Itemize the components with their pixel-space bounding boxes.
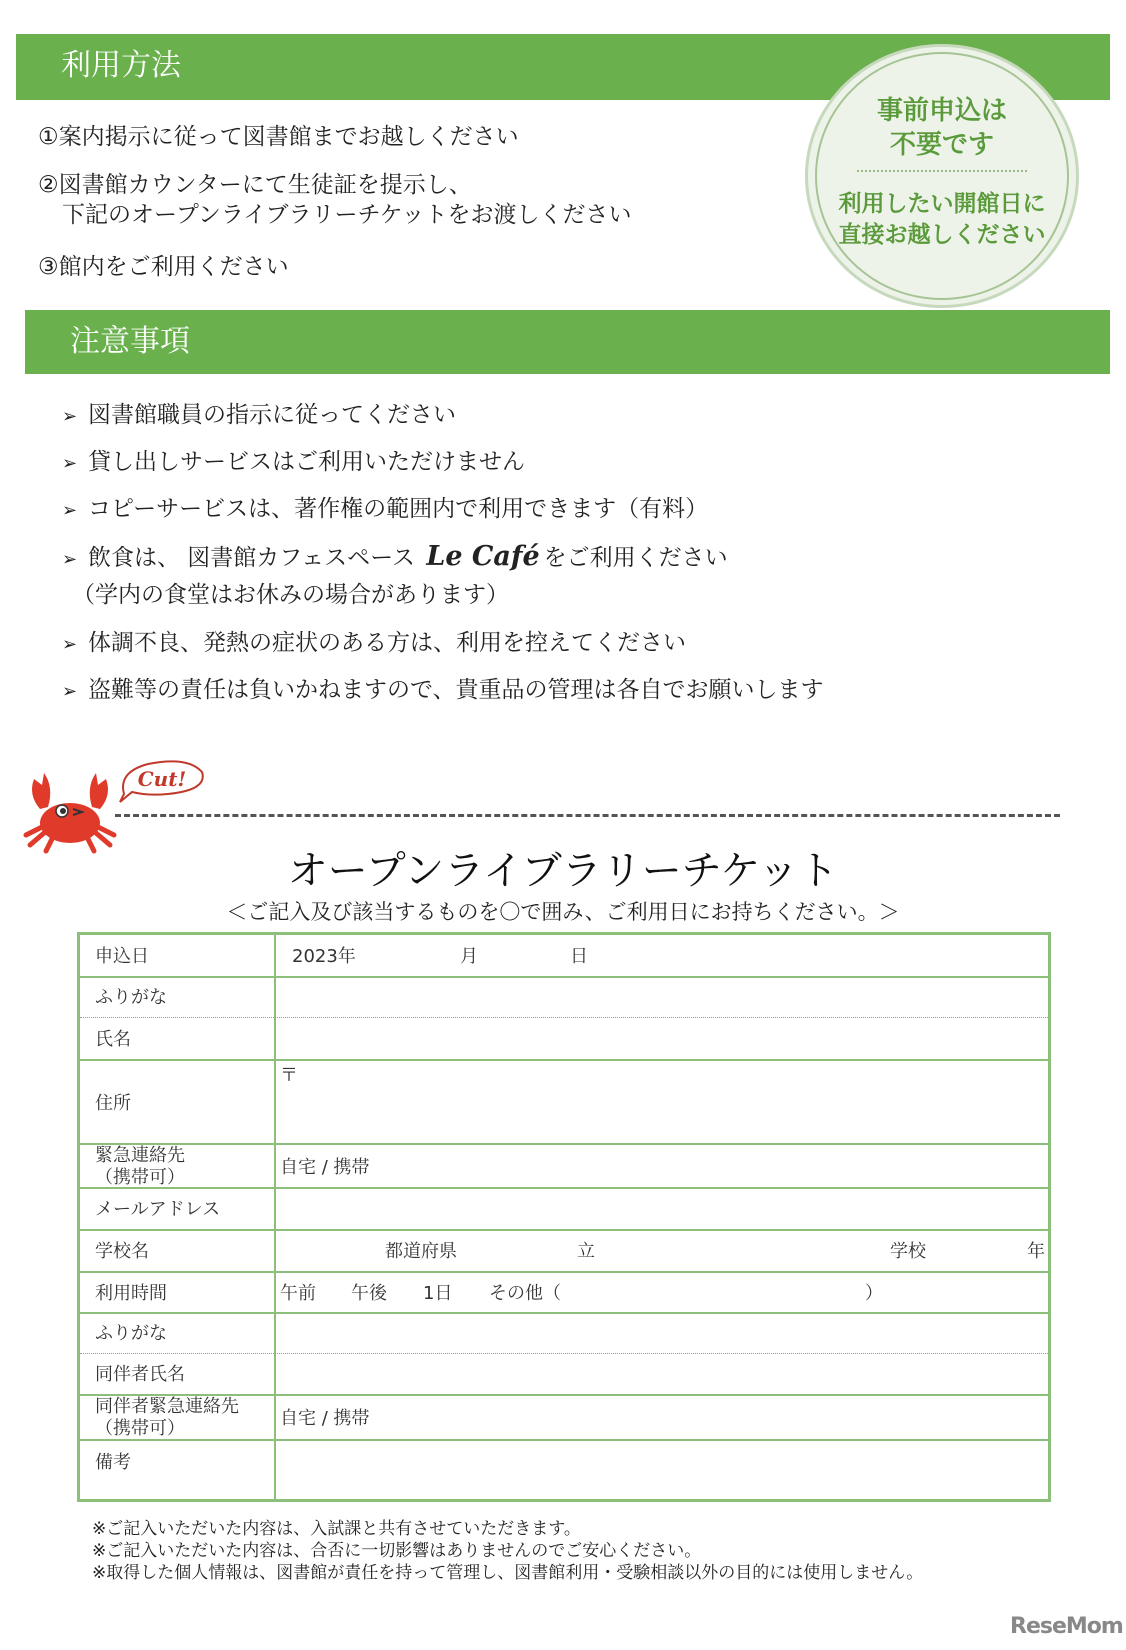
stamp-divider xyxy=(857,170,1027,172)
row-application-date xyxy=(80,935,1048,978)
no-reservation-stamp xyxy=(805,44,1085,314)
emergency-label-line1: 緊急連絡先 xyxy=(95,1145,185,1166)
companion-emergency-line2: （携帯可） xyxy=(95,1418,185,1439)
note-item-6 xyxy=(62,675,824,707)
footnote-1: ※ご記入いただいた内容は、入試課と共有させていただきます。 xyxy=(92,1519,581,1539)
furigana-label: ふりがな xyxy=(95,987,167,1008)
notes-section-title: 注意事項 xyxy=(70,324,190,359)
postal-mark: 〒 xyxy=(280,1065,298,1086)
ticket-title: オープンライブラリーチケット xyxy=(287,848,839,894)
row-companion-emergency xyxy=(80,1396,1048,1441)
email-label: メールアドレス xyxy=(95,1199,221,1220)
public-mark: 立 xyxy=(577,1241,595,1262)
note-item-5 xyxy=(62,628,686,660)
note-text: 体調不良、発熱の症状のある方は、利用を控えてください xyxy=(88,630,686,656)
usage-step-3: ③館内をご利用ください xyxy=(38,254,289,280)
stamp-headline xyxy=(805,94,1079,162)
cut-label: Cut! xyxy=(137,767,187,791)
arrow-bullet-icon: ➢ xyxy=(62,453,78,474)
stamp-line-4: 直接お越しください xyxy=(838,222,1046,248)
phone-choice[interactable]: 自宅 / 携帯 xyxy=(280,1157,370,1178)
cut-dashed-line xyxy=(115,814,1060,817)
option-allday[interactable]: 1日 xyxy=(423,1283,453,1304)
date-day[interactable]: 日 xyxy=(570,946,588,967)
option-am[interactable]: 午前 xyxy=(280,1283,316,1304)
row-emergency-contact xyxy=(80,1145,1048,1189)
emergency-label xyxy=(95,1145,185,1189)
school-word: 学校 xyxy=(890,1241,926,1262)
row-companion-furigana xyxy=(80,1314,1048,1354)
row-name xyxy=(80,1018,1048,1061)
usage-step-2-cont: 下記のオープンライブラリーチケットをお渡しください xyxy=(62,202,632,228)
companion-emergency-line1: 同伴者緊急連絡先 xyxy=(95,1396,239,1417)
usage-step-2: ②図書館カウンターにて生徒証を提示し、 xyxy=(38,172,472,198)
option-other-close: ） xyxy=(865,1283,883,1304)
arrow-bullet-icon: ➢ xyxy=(62,406,78,427)
usage-section-title: 利用方法 xyxy=(61,48,181,83)
option-other[interactable]: その他（ xyxy=(489,1283,561,1304)
cut-speech-bubble-icon xyxy=(118,756,206,804)
note-item-4-cont: （学内の食堂はお休みの場合があります） xyxy=(72,582,509,608)
school-label: 学校名 xyxy=(95,1241,149,1262)
arrow-bullet-icon: ➢ xyxy=(62,549,78,570)
grade-word: 年 xyxy=(1027,1241,1045,1262)
name-label: 氏名 xyxy=(95,1029,131,1050)
row-companion-name xyxy=(80,1354,1048,1396)
row-address xyxy=(80,1061,1048,1145)
stamp-line-1: 事前申込は xyxy=(876,96,1007,126)
companion-furigana-label: ふりがな xyxy=(95,1323,167,1344)
note-text: 飲食は、 図書館カフェスペース xyxy=(88,545,416,571)
resemom-watermark: ReseMom xyxy=(1010,1614,1123,1639)
row-school xyxy=(80,1231,1048,1273)
notes-section-header xyxy=(25,310,1110,374)
prefecture-word: 都道府県 xyxy=(385,1241,457,1262)
usage-step-1: ①案内掲示に従って図書館までお越しください xyxy=(38,124,519,150)
row-furigana xyxy=(80,978,1048,1018)
stamp-line-3: 利用したい開館日に xyxy=(838,191,1046,217)
note-item-4 xyxy=(62,542,728,575)
row-usage-time xyxy=(80,1273,1048,1314)
note-item-2 xyxy=(62,447,525,479)
date-label: 申込日 xyxy=(95,946,149,967)
companion-name-label: 同伴者氏名 xyxy=(95,1364,185,1385)
note-item-3 xyxy=(62,494,708,526)
date-month[interactable]: 月 xyxy=(460,946,478,967)
ticket-subtitle: ＜ご記入及び該当するものを〇で囲み、ご利用日にお持ちください。＞ xyxy=(226,900,900,924)
date-year[interactable]: 2023年 xyxy=(292,946,356,967)
cafe-logo-text: Le Café xyxy=(426,541,540,572)
footnote-2: ※ご記入いただいた内容は、合否に一切影響はありませんのでご安心ください。 xyxy=(92,1541,702,1561)
stamp-ring xyxy=(815,52,1069,300)
arrow-bullet-icon: ➢ xyxy=(62,681,78,702)
companion-emergency-label xyxy=(95,1396,239,1440)
stamp-line-2: 不要です xyxy=(889,130,994,160)
note-text: 盗難等の責任は負いかねますので、貴重品の管理は各自でお願いします xyxy=(88,677,824,703)
address-label: 住所 xyxy=(95,1093,131,1114)
time-label: 利用時間 xyxy=(95,1283,167,1304)
note-text: コピーサービスは、著作権の範囲内で利用できます（有料） xyxy=(88,496,709,522)
note-item-1 xyxy=(62,400,456,432)
companion-phone-choice[interactable]: 自宅 / 携帯 xyxy=(280,1408,370,1429)
note-text: をご利用ください xyxy=(543,545,728,571)
emergency-label-line2: （携帯可） xyxy=(95,1167,185,1188)
arrow-bullet-icon: ➢ xyxy=(62,500,78,521)
footnote-3: ※取得した個人情報は、図書館が責任を持って管理し、図書館利用・受験相談以外の目的には使用しません。 xyxy=(92,1563,924,1583)
note-text: 貸し出しサービスはご利用いただけません xyxy=(88,449,525,475)
note-text: 図書館職員の指示に従ってください xyxy=(88,402,456,428)
option-pm[interactable]: 午後 xyxy=(351,1283,387,1304)
crab-icon xyxy=(22,765,118,855)
ticket-form xyxy=(77,932,1051,1502)
stamp-subline xyxy=(805,189,1079,251)
remarks-label: 備考 xyxy=(95,1452,131,1473)
row-email xyxy=(80,1189,1048,1231)
row-remarks xyxy=(80,1441,1048,1499)
arrow-bullet-icon: ➢ xyxy=(62,634,78,655)
